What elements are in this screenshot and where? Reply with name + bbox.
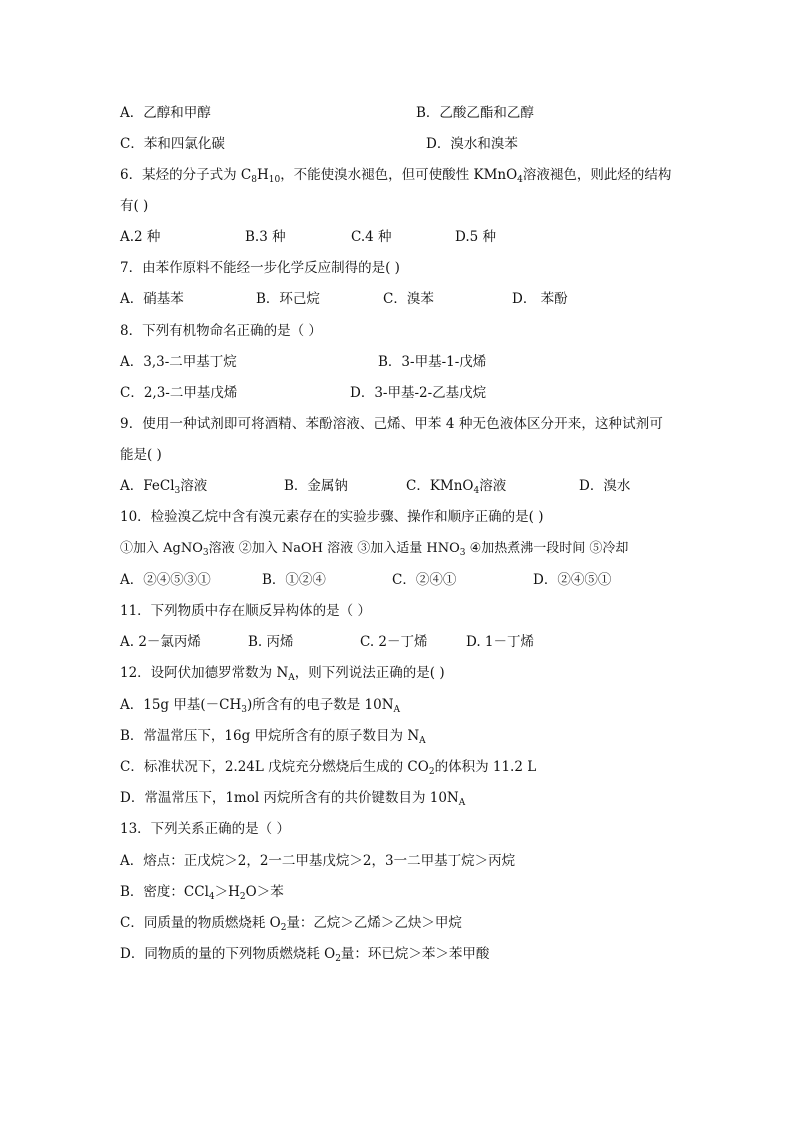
q9-option-a-text: 溶液 <box>180 478 208 494</box>
q12-stem-text: ，则下列说法正确的是( ) <box>294 665 445 681</box>
subscript: 3 <box>459 548 466 558</box>
q13-option-d-text: 量：环已烷＞苯＞苯甲酸 <box>340 946 490 962</box>
q6-option-b: B.3 种 <box>245 229 286 245</box>
q5-option-c: C．苯和四氯化碳 <box>120 136 225 152</box>
q8-option-b: B．3-甲基-1-戊烯 <box>378 354 487 370</box>
q12-option-c <box>120 758 536 776</box>
q5-option-d: D．溴水和溴苯 <box>426 136 518 152</box>
q9-option-c <box>406 477 506 495</box>
subscript: A <box>393 705 401 715</box>
q8-option-a: A．3,3-二甲基丁烷 <box>120 354 237 370</box>
q12-option-c-text: 的体积为 11.2 L <box>434 759 537 775</box>
q10-steps-text: ④加热煮沸一段时间 ⑤冷却 <box>465 541 629 556</box>
q5-option-a: A．乙醇和甲醇 <box>120 105 211 121</box>
q10-option-a: A．②④⑤③① <box>120 572 211 588</box>
q12-option-b <box>120 727 426 745</box>
subscript: 10 <box>268 175 281 185</box>
q9-option-c-text: 溶液 <box>479 478 507 494</box>
q6-stem-text: H <box>256 167 269 183</box>
q8-option-d: D．3-甲基-2-乙基戊烷 <box>350 385 487 401</box>
subscript: 4 <box>517 175 523 185</box>
q6-stem-line-1 <box>120 166 671 184</box>
subscript: 2 <box>280 923 287 933</box>
q12-option-a <box>120 696 400 714</box>
subscript: 3 <box>202 548 209 558</box>
q10-stem: 10．检验溴乙烷中含有溴元素存在的实验步骤、操作和顺序正确的是( ) <box>120 509 544 525</box>
q13-option-a: A．熔点：正戊烷＞2，2一二甲基戊烷＞2，3一二甲基丁烷＞丙烷 <box>120 853 516 869</box>
q6-stem-text: 溶液褪色，则此烃的结构 <box>522 167 672 183</box>
q8-stem: 8．下列有机物命名正确的是（ ） <box>120 323 322 339</box>
q12-option-c-text: C．标准状况下，2.24L 戊烷充分燃烧后生成的 CO <box>120 759 429 775</box>
q6-option-c: C.4 种 <box>351 229 392 245</box>
q12-option-d <box>120 789 465 807</box>
q11-option-d: D. 1－丁烯 <box>466 634 535 650</box>
q12-option-d-text: D．常温常压下，1mol 丙烷所含有的共价键数目为 10N <box>120 790 459 806</box>
q12-option-a-text: )所含有的电子数是 10N <box>246 697 394 713</box>
q7-stem: 7．由苯作原料不能经一步化学反应制得的是( ) <box>120 260 400 276</box>
q13-option-c-text: C．同质量的物质燃烧耗 O <box>120 915 281 931</box>
q6-stem-text: ，不能使溴水褪色，但可使酸性 KMnO <box>280 167 518 183</box>
q11-option-b: B. 丙烯 <box>248 634 294 650</box>
q13-option-b-text: ＞H <box>214 884 240 900</box>
subscript: 2 <box>239 892 246 902</box>
q9-stem-line-2: 能是( ) <box>120 447 162 463</box>
q12-stem <box>120 664 445 682</box>
q9-option-d: D．溴水 <box>579 478 631 494</box>
q12-option-a-text: A．15g 甲基(－CH <box>120 697 242 713</box>
q9-option-c-text: C．KMnO <box>406 478 474 494</box>
q10-option-c: C．②④① <box>392 572 457 588</box>
subscript: A <box>419 736 426 746</box>
subscript: A <box>288 673 295 683</box>
q8-option-c: C．2,3-二甲基戊烯 <box>120 385 238 401</box>
q9-option-b: B．金属钠 <box>284 478 348 494</box>
q6-stem-text: 6．某烃的分子式为 C <box>120 167 252 183</box>
q13-option-b-text: O＞苯 <box>245 884 284 900</box>
q7-option-d: D． 苯酚 <box>512 291 568 307</box>
q13-option-c <box>120 914 462 932</box>
q6-option-a: A.2 种 <box>120 229 161 245</box>
q13-option-c-text: 量：乙烷＞乙烯＞乙炔＞甲烷 <box>286 915 462 931</box>
q11-stem: 11．下列物质中存在顺反异构体的是（ ） <box>120 603 371 619</box>
q12-option-b-text: B．常温常压下，16g 甲烷所含有的原子数目为 N <box>120 728 420 744</box>
q13-option-b-text: B．密度：CCl <box>120 884 209 900</box>
subscript: 4 <box>208 892 215 902</box>
subscript: 3 <box>241 705 247 715</box>
q9-option-a-text: A．FeCl <box>120 478 175 494</box>
q13-option-b <box>120 883 284 901</box>
q10-steps-text: ①加入 AgNO <box>120 541 203 556</box>
subscript: 2 <box>428 767 435 777</box>
q10-steps-text: 溶液 ②加入 NaOH 溶液 ③加入适量 HNO <box>208 541 460 556</box>
q9-stem-line-1: 9．使用一种试剂即可将酒精、苯酚溶液、己烯、甲苯 4 种无色液体区分开来，这种试剂可 <box>120 416 663 432</box>
subscript: 4 <box>473 486 480 496</box>
q9-option-a <box>120 477 207 495</box>
q6-option-d: D.5 种 <box>455 229 497 245</box>
q13-option-d-text: D．同物质的量的下列物质燃烧耗 O <box>120 946 336 962</box>
subscript: 2 <box>335 954 341 964</box>
q7-option-b: B．环己烷 <box>256 291 320 307</box>
q11-option-c: C. 2－丁烯 <box>360 634 428 650</box>
q7-option-a: A．硝基苯 <box>120 291 184 307</box>
subscript: 8 <box>251 175 257 185</box>
q10-option-d: D．②④⑤① <box>533 572 612 588</box>
q7-option-c: C．溴苯 <box>383 291 434 307</box>
q10-option-b: B．①②④ <box>262 572 326 588</box>
q6-stem-line-2: 有( ) <box>120 198 149 214</box>
q5-option-b: B．乙酸乙酯和乙醇 <box>416 105 534 121</box>
subscript: 3 <box>174 486 181 496</box>
q13-option-d <box>120 945 489 963</box>
subscript: A <box>458 798 466 808</box>
q12-stem-text: 12．设阿伏加德罗常数为 N <box>120 665 289 681</box>
q13-stem: 13．下列关系正确的是（ ） <box>120 821 290 837</box>
q11-option-a: A. 2－氯丙烯 <box>120 634 201 650</box>
q10-steps <box>120 540 628 558</box>
